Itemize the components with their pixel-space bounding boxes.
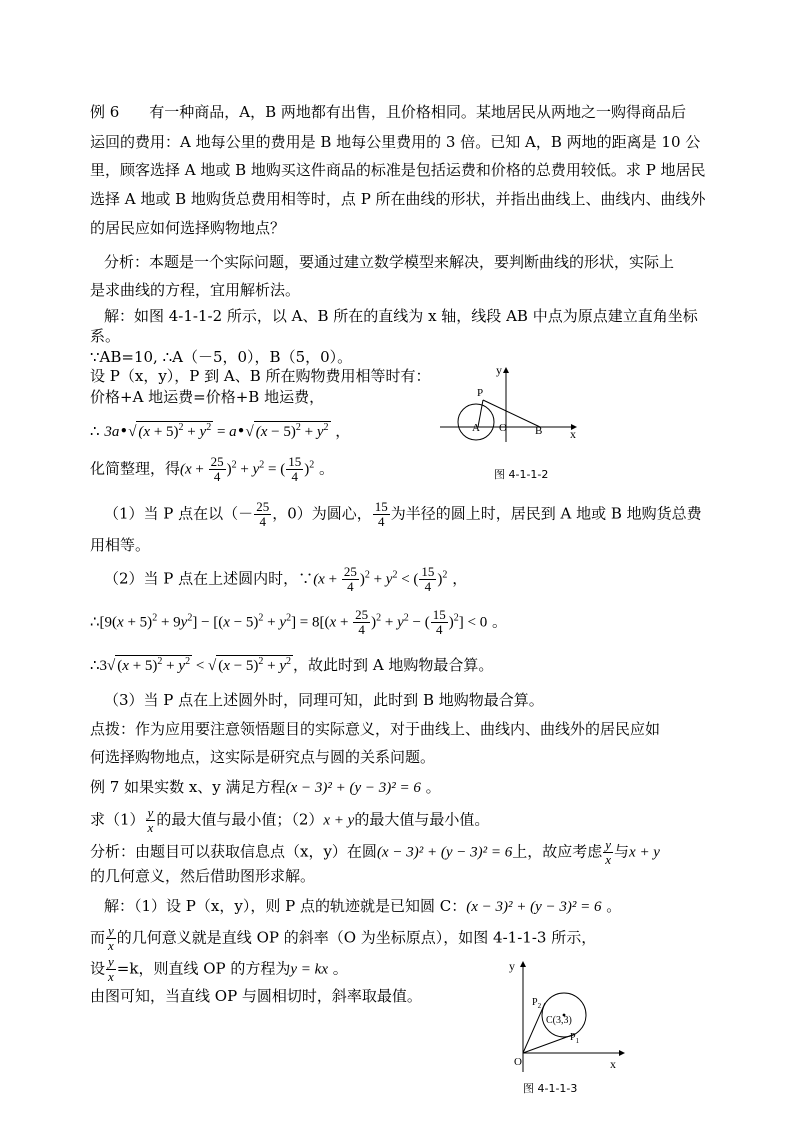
ex7-analysis-2: 的几何意义，然后借助图形求解。 [90,867,316,885]
tip-2: 何选择购物地点，这实际是研究点与圆的关系问题。 [90,748,436,766]
case-3: （3）当 P 点在上述圆外时，同理可知，此时到 B 地购物最合算。 [104,691,544,709]
figure-4-1-1-2 [436,362,586,444]
label-a: A [472,422,480,434]
ex7-solution-2: 而 $\frac{y}{x}$ 的几何意义就是直线 OP 的斜率（O 为坐标原点），如图 4-1-1-3 所示， [90,923,597,953]
tangent-op2 [523,1003,545,1053]
ex7-solution-3: 设 $\frac{y}{x}$ =k，则直线 OP 的方程为y = kx 。 [90,954,348,984]
label-y: y [509,959,515,973]
equation-distance-cost: ∴ 3a•√ $(x + 5)^2 + y^2$ = a•√ $(x - 5)^2 + y^2$ ， [90,422,351,440]
label-p1: $P_1$ [570,1032,580,1045]
figure-caption-4-1-1-3: 图 4-1-1-3 [523,1082,578,1095]
ex7-ask: 求（1） $\frac{y}{x}$ 的最大值与最小值；（2）x + y的最大值与最小值。 [90,805,490,835]
ex6-solution-4: 设 P（x，y），P 到 A、B 所在购物费用相等时有： [90,367,431,385]
ex7-line-1: 例 7 如果实数 x、y 满足方程(x − 3)² + (y − 3)² = 6 。 [90,778,441,796]
equation-inequality: ∴3√ $(x + 5)^2 + y^2$ < √ $(x - 5)^2 + y^2$ ，故此时到 A 地购物最合算。 [90,656,494,674]
ex7-solution-4: 由图可知，当直线 OP 与圆相切时，斜率取最值。 [90,987,422,1005]
label-x: x [570,427,576,441]
case-1: （1）当 P 点在以（－ $\frac{25}{4}$ ，0）为圆心， $\frac{15}{4}$ 为半径的圆上时，居民到 A 地或 B 地购货总费 [104,499,702,529]
label-x: x [610,1057,616,1071]
case-2: （2）当 P 点在上述圆内时，∵(x + $\frac{25}{4}$ )$^2 + y^2$ < ( $\frac{15}{4}$ )$^2$ ， [104,564,468,594]
ex6-line-4: 选择 A 地或 B 地购货总费用相等时，点 P 所在曲线的形状，并指出曲线上、曲线内、曲线外 [90,190,706,208]
label-b: B [535,425,543,437]
case-1-cont: 用相等。 [90,536,151,554]
label-o: O [499,422,507,434]
ex7-solution-1: 解：（1）设 P（x，y），则 P 点的轨迹就是已知圆 C：(x − 3)² + (y − 3)² = 6 。 [104,897,622,915]
tip-1: 点拨：作为应用要注意领悟题目的实际意义，对于曲线上、曲线内、曲线外的居民应如 [90,720,661,738]
figure-4-1-1-3 [506,956,631,1076]
label-o: O [514,1056,522,1068]
equation-circle-form: 化简整理，得(x + $\frac{25}{4}$ )$^2 + y^2$ = ( $\frac{15}{4}$ )$^2$ 。 [90,454,335,484]
ex6-line-3: 里，顾客选择 A 地或 B 地购买这件商品的标准是包括运费和价格的总费用较低。求 P 地居民 [90,161,706,179]
ex6-solution-1: 解：如图 4-1-1-2 所示，以 A、B 所在的直线为 x 轴，线段 AB 中点为原点建立直角坐标 [104,307,698,325]
ex6-line-1: 例 6 有一种商品，A，B 两地都有出售，且价格相同。某地居民从两地之一购得商品后 [90,103,686,121]
label-p: P [477,387,484,399]
label-y: y [496,363,502,377]
ex6-analysis-2: 是求曲线的方程，宜用解析法。 [90,281,301,299]
ex6-solution-5: 价格+A 地运费=价格+B 地运费， [90,388,325,406]
label-p2: $P_2$ [532,997,542,1010]
ex6-solution-3: ∵AB=10, ∴A（－5，0），B（5，0）。 [90,348,353,366]
equation-comparison: ∴[9(x + $5)^2 + 9y^2] - [(x - 5)^2 + y^2] = 8[(x$ + $\frac{25}{4}$ )$^2 + y^2$ − ( $\frac{15}{4}$ )$^2$] < 0 。 [90,607,508,637]
ex6-solution-2: 系。 [90,327,121,345]
ex6-line-2: 运回的费用：A 地每公里的费用是 B 地每公里费用的 3 倍。已知 A，B 两地的距离是 10 公 [90,133,701,151]
figure-caption-4-1-1-2: 图 4-1-1-2 [494,468,549,481]
label-c: C(3,3) [546,1015,572,1026]
tangent-op1 [523,1034,575,1053]
ex6-line-5: 的居民应如何选择购物地点？ [90,219,286,237]
ex7-analysis-1: 分析：由题目可以获取信息点（x，y）在圆(x − 3)² + (y − 3)² = 6上，故应考虑 $\frac{y}{x}$ 与x + y [90,837,660,867]
ex6-analysis-1: 分析：本题是一个实际问题，要通过建立数学模型来解决，要判断曲线的形状，实际上 [104,253,675,271]
